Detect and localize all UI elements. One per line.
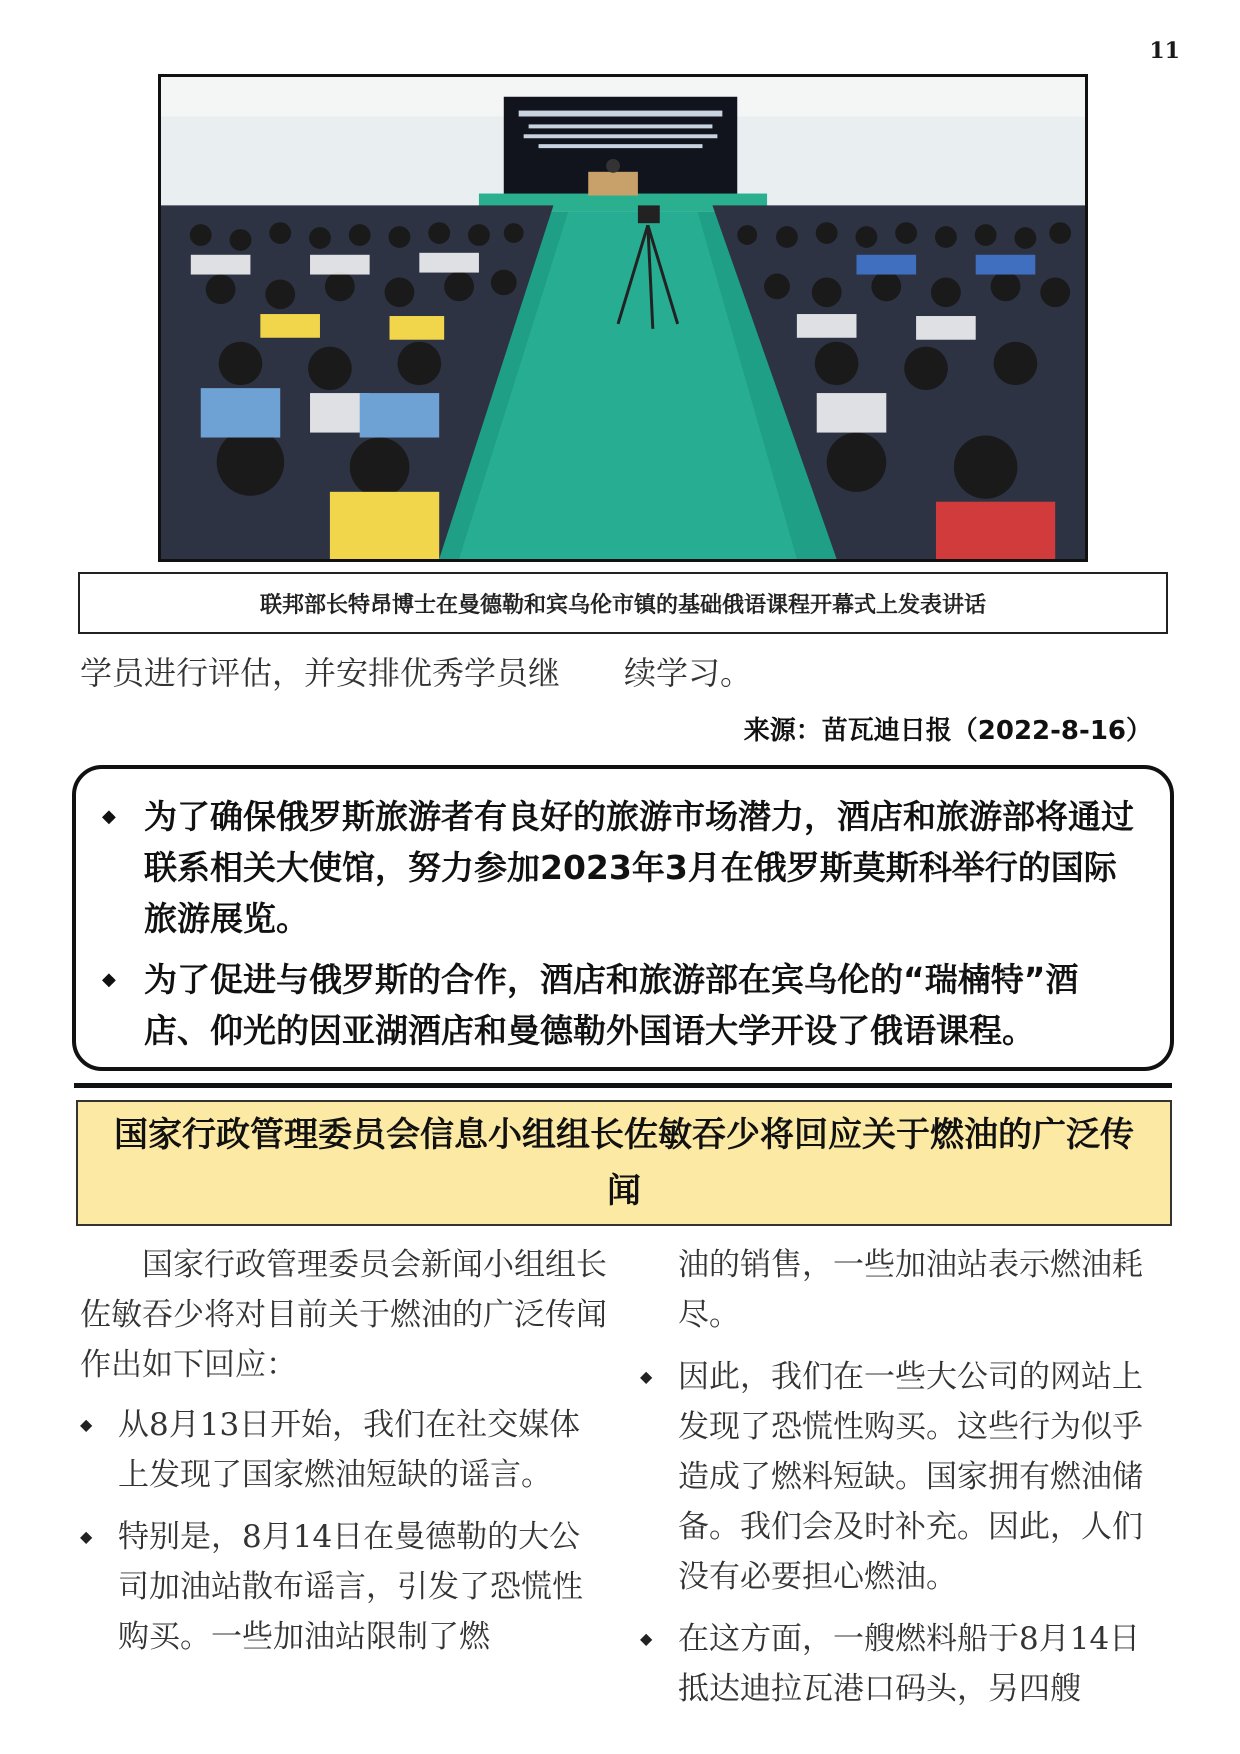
- photo-caption: 联邦部长特昂博士在曼德勒和宾乌伦市镇的基础俄语课程开幕式上发表讲话: [78, 572, 1168, 634]
- section-divider: [74, 1083, 1172, 1088]
- article-item-text: 在这方面，一艘燃料船于8月14日抵达迪拉瓦港口码头，另四艘: [678, 1621, 1141, 1707]
- highlight-item: [102, 954, 1144, 1056]
- article-list-item: [640, 1352, 1170, 1602]
- diamond-bullet-icon: ◆: [640, 1629, 653, 1648]
- diamond-bullet-icon: ◆: [102, 806, 116, 827]
- article-column-left: [80, 1240, 610, 1674]
- diamond-bullet-icon: ◆: [102, 969, 116, 990]
- diamond-bullet-icon: ◆: [640, 1367, 653, 1386]
- highlight-item: [102, 791, 1144, 944]
- source-line: 来源：苗瓦迪日报（2022-8-16）: [743, 716, 1152, 746]
- article-item-text: 因此，我们在一些大公司的网站上发现了恐慌性购买。这些行为似乎造成了燃料短缺。国家拥有燃油储备。我们会及时补充。因此，人们没有必要担心燃油。: [678, 1359, 1143, 1595]
- article-list-item: [80, 1400, 610, 1500]
- highlight-text: 为了促进与俄罗斯的合作，酒店和旅游部在宾乌伦的“瑞楠特”酒店、仰光的因亚湖酒店和曼德勒外国语大学开设了俄语课程。: [144, 960, 1079, 1050]
- event-photo: [158, 74, 1088, 562]
- page-number: 11: [1149, 38, 1180, 64]
- event-photo-illustration: [161, 77, 1085, 559]
- article-item-text: 特别是，8月14日在曼德勒的大公司加油站散布谣言，引发了恐慌性购买。一些加油站限制了燃: [118, 1519, 583, 1655]
- highlight-text: 为了确保俄罗斯旅游者有良好的旅游市场潜力，酒店和旅游部将通过联系相关大使馆，努力参加2023年3月在俄罗斯莫斯科举行的国际旅游展览。: [144, 797, 1134, 938]
- article-continued-text: 油的销售，一些加油站表示燃油耗尽。: [678, 1247, 1143, 1333]
- article-column-right: [640, 1240, 1170, 1726]
- highlight-box: [72, 765, 1174, 1071]
- article-intro: 国家行政管理委员会新闻小组组长佐敏吞少将对目前关于燃油的广泛传闻作出如下回应：: [80, 1247, 607, 1383]
- diamond-bullet-icon: ◆: [80, 1415, 93, 1434]
- diamond-bullet-icon: ◆: [80, 1527, 93, 1546]
- article-list-item: [640, 1614, 1170, 1714]
- article-item-text: 从8月13日开始，我们在社交媒体上发现了国家燃油短缺的谣言。: [118, 1407, 581, 1493]
- article-list-item: [80, 1512, 610, 1662]
- continued-text: 学员进行评估，并安排优秀学员继 续学习。: [80, 654, 753, 692]
- article-headline: 国家行政管理委员会信息小组组长佐敏吞少将回应关于燃油的广泛传闻: [76, 1100, 1172, 1226]
